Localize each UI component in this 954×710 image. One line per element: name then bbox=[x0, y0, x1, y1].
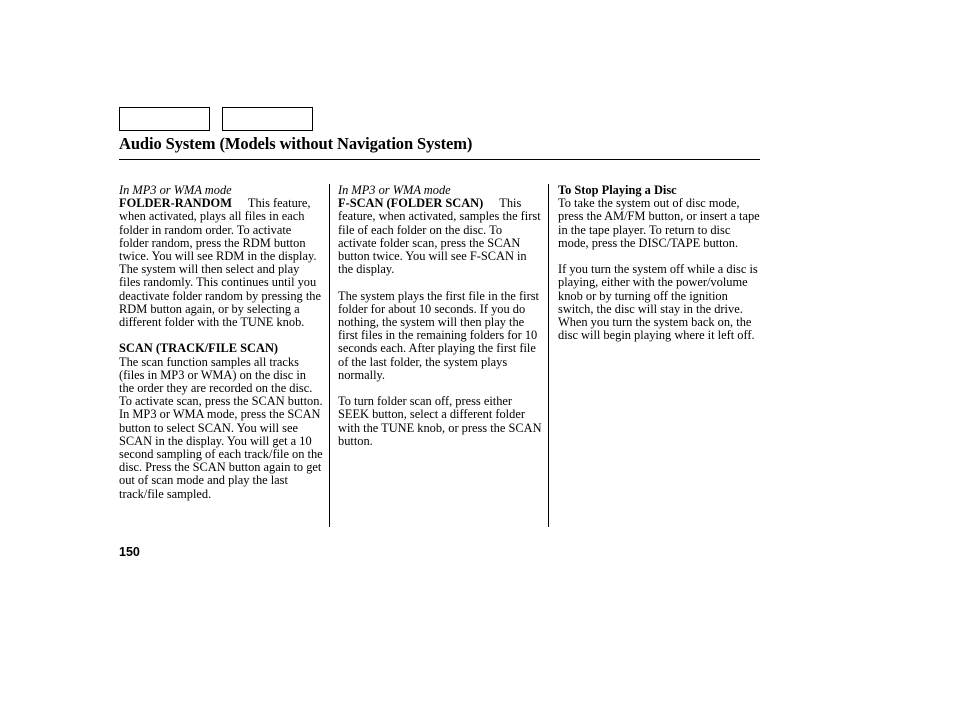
scan-heading: SCAN (TRACK/FILE SCAN) bbox=[119, 341, 279, 356]
folder-random-section bbox=[119, 184, 323, 329]
column-3 bbox=[558, 184, 762, 356]
section-tab-1 bbox=[119, 107, 210, 131]
stop-heading: To Stop Playing a Disc bbox=[558, 183, 677, 197]
column-divider-2 bbox=[548, 184, 549, 527]
page-number: 150 bbox=[119, 545, 140, 559]
fscan-paragraph-3: To turn folder scan off, press either SEEK button, select a different folder with the TUNE knob, or press the SCAN button. bbox=[338, 394, 542, 448]
fscan-text: This feature, when activated, samples the first file of each folder on the disc. To activate folder scan, press the SCAN button twice. You will see F-SCAN in the display. bbox=[338, 196, 541, 277]
stop-paragraph-2: If you turn the system off while a disc is playing, either with the power/volume knob or by turning off the ignition switch, the disc will stay in the drive. When you turn the system back on, the disc will begin playing where it left off. bbox=[558, 262, 758, 343]
section-tab-2 bbox=[222, 107, 313, 131]
folder-random-heading: FOLDER-RANDOM bbox=[119, 196, 232, 211]
scan-text: The scan function samples all tracks (files in MP3 or WMA) on the disc in the order they are recorded on the disc. To activate scan, press the SCAN button. In MP3 or WMA mode, press the SCAN button to select SCAN. You will see SCAN in the display. You will get a 10 second sampling of each track/file on the disc. Press the SCAN button again to get out of scan mode and play the last track/file sampled. bbox=[119, 354, 323, 501]
fscan-paragraph-2: The system plays the first file in the first folder for about 10 seconds. If you do nothing, the system will then play the first files in the remaining folders for 10 seconds each. After playing the first file of the last folder, the system plays normally. bbox=[338, 288, 539, 382]
page-title: Audio System (Models without Navigation System) bbox=[119, 134, 473, 153]
column-divider-1 bbox=[329, 184, 330, 527]
stop-section bbox=[558, 184, 762, 250]
fscan-section bbox=[338, 184, 542, 276]
title-divider bbox=[119, 159, 760, 160]
fscan-heading: F-SCAN (FOLDER SCAN) bbox=[338, 196, 484, 211]
stop-text: To take the system out of disc mode, press the AM/FM button, or insert a tape in the tape player. To return to disc mode, press the DISC/TAPE button. bbox=[558, 196, 760, 250]
mode-note: In MP3 or WMA mode bbox=[338, 183, 451, 197]
mode-note: In MP3 or WMA mode bbox=[119, 183, 232, 197]
column-2 bbox=[338, 184, 542, 461]
scan-section bbox=[119, 342, 323, 500]
column-1 bbox=[119, 184, 323, 514]
folder-random-text: This feature, when activated, plays all files in each folder in random order. To activate folder random, press the RDM button twice. You will see RDM in the display. The system will then select and play files randomly. This continues until you deactivate folder random by pressing the RDM button again, or by selecting a different folder with the TUNE knob. bbox=[119, 196, 321, 330]
